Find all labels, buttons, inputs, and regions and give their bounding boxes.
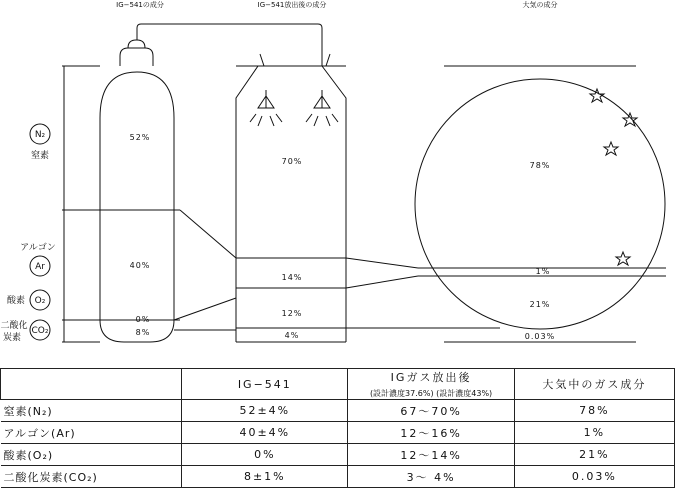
cell-after: 12〜14%	[348, 444, 514, 466]
n2-name: 窒素	[30, 151, 50, 161]
table-corner	[1, 369, 182, 400]
ar-symbol: Ar	[35, 262, 45, 272]
discharged-co2-value: 4%	[284, 331, 300, 340]
header-cylinder: IG−541の成分	[116, 1, 164, 9]
co2-name-line2: 炭素	[2, 333, 22, 343]
col-after-subtitle	[348, 388, 513, 399]
table-row	[1, 400, 675, 422]
row-name: 窒素(N₂)	[1, 400, 182, 422]
nozzle-icon	[258, 90, 274, 108]
o2-name: 酸素	[6, 296, 26, 306]
discharged-ar-value: 14%	[281, 273, 303, 282]
ar-name: アルゴン	[20, 243, 56, 253]
table-header-row	[1, 369, 675, 400]
star-icons	[590, 89, 637, 265]
col-after-title: IGガス放出後	[390, 371, 472, 384]
cell-after: 3〜 4%	[348, 466, 514, 488]
cylinder-co2-value: 8%	[135, 328, 151, 337]
n2-symbol: N₂	[34, 130, 46, 140]
cell-atm: 1%	[514, 422, 674, 444]
row-name: 酸素(O₂)	[1, 444, 182, 466]
cell-after: 67〜70%	[348, 400, 514, 422]
nozzle-icon	[314, 90, 330, 108]
dimension-brackets	[62, 66, 180, 342]
table-row	[1, 466, 675, 488]
cylinder-shape	[95, 24, 322, 342]
atmosphere-n2-value: 78%	[529, 161, 551, 170]
cell-atm: 21%	[514, 444, 674, 466]
atmosphere-o2-value: 21%	[529, 300, 551, 309]
col-after-sub1: (設計濃度37.6%)	[369, 389, 434, 398]
col-atmosphere: 大気中のガス成分	[514, 369, 674, 400]
atmosphere-shape	[346, 66, 666, 342]
cell-atm: 78%	[514, 400, 674, 422]
atmosphere-co2-value: 0.03%	[524, 332, 556, 341]
cell-ig541: 52±4%	[182, 400, 348, 422]
col-ig541: IG−541	[182, 369, 348, 400]
row-name: アルゴン(Ar)	[1, 422, 182, 444]
discharged-o2-value: 12%	[281, 309, 303, 318]
cylinder-n2-value: 52%	[129, 133, 151, 142]
co2-name-line1: 二酸化	[0, 321, 28, 331]
header-discharged: IG−541放出後の成分	[257, 1, 327, 9]
cell-ig541: 8±1%	[182, 466, 348, 488]
header-atmosphere: 大気の成分	[522, 1, 558, 9]
o2-symbol: O₂	[34, 296, 46, 306]
composition-table	[0, 368, 675, 488]
cell-after: 12〜16%	[348, 422, 514, 444]
cell-ig541: 0%	[182, 444, 348, 466]
col-after	[348, 369, 514, 400]
cylinder-room-connectors	[174, 210, 236, 330]
col-after-sub2: (設計濃度43%)	[436, 389, 493, 398]
discharged-n2-value: 70%	[281, 157, 303, 166]
cylinder-o2-value: 0%	[135, 315, 151, 324]
cell-atm: 0.03%	[514, 466, 674, 488]
co2-symbol: CO₂	[31, 326, 49, 336]
row-name: 二酸化炭素(CO₂)	[1, 466, 182, 488]
atmosphere-ar-value: 1%	[535, 267, 551, 276]
cylinder-ar-value: 40%	[129, 261, 151, 270]
cell-ig541: 40±4%	[182, 422, 348, 444]
table-row	[1, 422, 675, 444]
discharge-room-shape	[236, 40, 346, 342]
table-row	[1, 444, 675, 466]
